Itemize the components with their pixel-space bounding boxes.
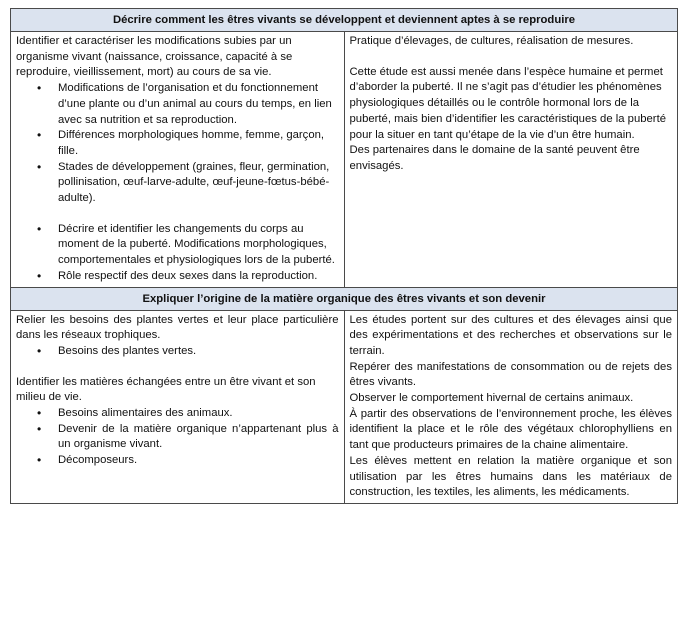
bullet-list xyxy=(16,81,339,207)
section-header: Expliquer l’origine de la matière organique des êtres vivants et son devenir xyxy=(11,287,678,310)
list-item: • Décomposeurs. xyxy=(58,453,339,469)
spacer xyxy=(350,50,673,65)
list-item: • Stades de développement (graines, fleur, germination, pollinisation, œuf-larve-adulte, œuf-jeune-fœtus-bébé-adulte). xyxy=(58,160,339,207)
paragraph: À partir des observations de l’environnement proche, les élèves identifient la place et le rôle des végétaux chlorophylliens en tant que producteurs primaires de la chaine alimentaire. xyxy=(349,407,672,452)
section-content-row xyxy=(11,32,678,288)
knowledge-cell xyxy=(11,32,345,288)
paragraph: Cette étude est aussi menée dans l’espèce humaine et permet d’aborder la puberté. Il ne s’agit pas d’étudier les phénomènes physiologiques détaillés ou le contrôle hormonal lors de la puberté, mais bien d’identifier les caractéristiques de la puberté pour la situer en tant qu’étape de la vie d’un être humain. xyxy=(349,65,666,141)
activities-cell xyxy=(344,32,678,288)
bullet-list xyxy=(16,222,339,285)
list-item: • Rôle respectif des deux sexes dans la reproduction. xyxy=(58,269,339,285)
section-header-row xyxy=(11,9,678,32)
paragraph: Les élèves mettent en relation la matière organique et son utilisation par les êtres humains dans les matériaux de construction, les textiles, les aliments, les médicaments. xyxy=(349,454,672,499)
paragraph: Observer le comportement hivernal de certains animaux. xyxy=(349,392,634,405)
paragraph: Les études portent sur des cultures et des élevages ainsi que des expérimentations et des recherches et observations sur le terrain. xyxy=(349,313,672,357)
curriculum-table xyxy=(10,8,678,504)
section-content-row xyxy=(11,310,678,503)
paragraph: Pratique d’élevages, de cultures, réalisation de mesures. xyxy=(349,35,634,47)
bullet-list xyxy=(16,344,339,360)
paragraph: Repérer des manifestations de consommation ou de rejets des êtres vivants. xyxy=(349,360,672,389)
list-item: • Devenir de la matière organique n’appartenant plus à un organisme vivant. xyxy=(58,422,339,453)
paragraph: Identifier et caractériser les modifications subies par un organisme vivant (naissance, croissance, capacité à se reproduire, vieillissement, mort) au cours de sa vie. xyxy=(16,35,293,79)
section-header: Décrire comment les êtres vivants se développent et deviennent aptes à se reproduire xyxy=(11,9,678,32)
list-item: • Besoins alimentaires des animaux. xyxy=(58,406,339,422)
paragraph: Identifier les matières échangées entre un être vivant et son milieu de vie. xyxy=(16,375,316,404)
section-header-row xyxy=(11,287,678,310)
activities-cell xyxy=(344,310,678,503)
paragraph: Relier les besoins des plantes vertes et leur place particulière dans les réseaux trophiques. xyxy=(16,313,339,342)
list-item: • Décrire et identifier les changements du corps au moment de la puberté. Modifications morphologiques, comportementales et physiologiques lors de la puberté. xyxy=(58,222,339,269)
spacer xyxy=(16,207,339,222)
knowledge-cell xyxy=(11,310,345,503)
list-item: • Différences morphologiques homme, femme, garçon, fille. xyxy=(58,128,339,159)
bullet-list xyxy=(16,406,339,469)
list-item: • Modifications de l’organisation et du fonctionnement d’une plante ou d’un animal au cours du temps, en lien avec sa nutrition et sa reproduction. xyxy=(58,81,339,128)
spacer xyxy=(16,360,339,375)
list-item: • Besoins des plantes vertes. xyxy=(58,344,339,360)
paragraph: Des partenaires dans le domaine de la santé peuvent être envisagés. xyxy=(349,144,640,172)
